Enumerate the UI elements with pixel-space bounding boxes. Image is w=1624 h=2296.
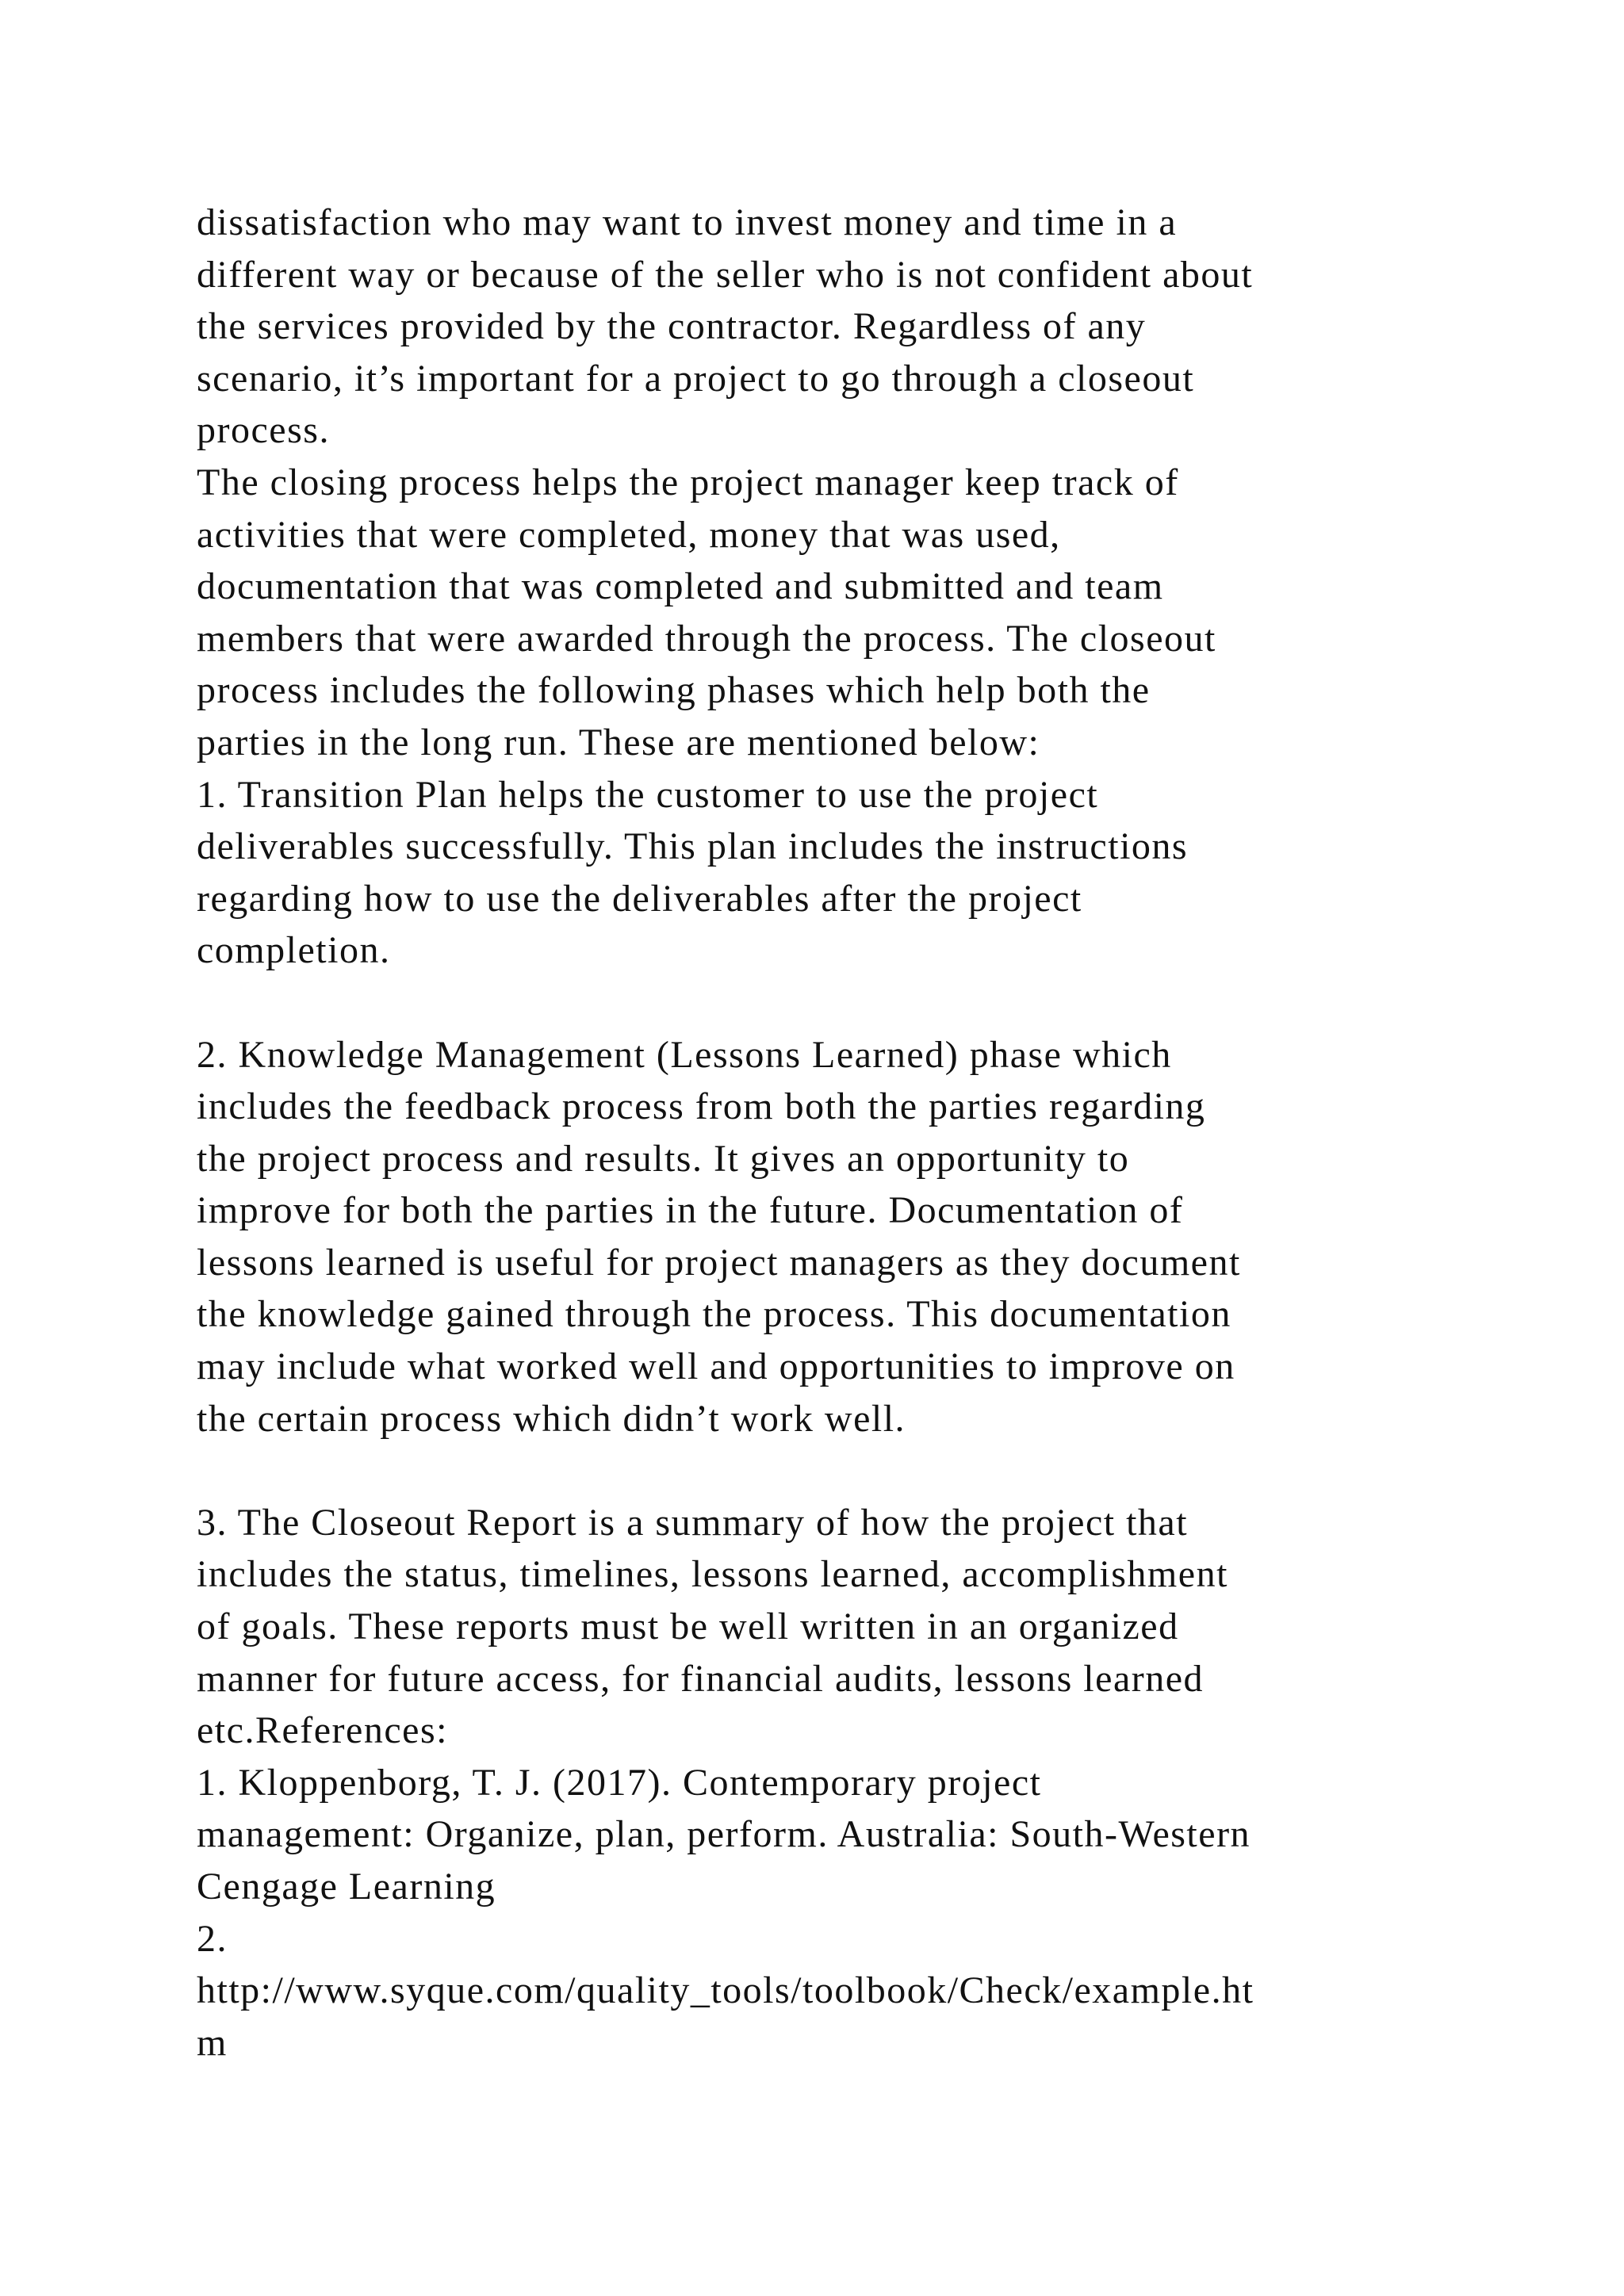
text-line: the certain process which didn’t work well. — [197, 1397, 906, 1440]
reference-url-line: m — [197, 2021, 228, 2064]
text-line: activities that were completed, money that was used, — [197, 513, 1061, 556]
blank-line — [197, 1445, 1465, 1497]
text-line: deliverables successfully. This plan includes the instructions — [197, 825, 1189, 868]
text-line: Cengage Learning — [197, 1866, 496, 1908]
text-line: regarding how to use the deliverables after the project — [197, 877, 1082, 920]
text-line: includes the status, timelines, lessons learned, accomplishment — [197, 1553, 1228, 1596]
reference-item-line: 2. — [197, 1917, 228, 1960]
text-line: dissatisfaction who may want to invest money and time in a — [197, 201, 1178, 243]
blank-line — [197, 977, 1465, 1029]
text-line: members that were awarded through the process. The closeout — [197, 617, 1216, 660]
text-line: scenario, it’s important for a project to go through a closeout — [197, 357, 1195, 400]
document-body — [197, 197, 1465, 2068]
text-line: documentation that was completed and submitted and team — [197, 565, 1164, 608]
list-item-line: 2. Knowledge Management (Lessons Learned) phase which — [197, 1033, 1172, 1076]
text-line: lessons learned is useful for project managers as they document — [197, 1241, 1241, 1284]
text-line: parties in the long run. These are mentioned below: — [197, 721, 1040, 763]
text-line: The closing process helps the project manager keep track of — [197, 461, 1179, 503]
text-line: completion. — [197, 929, 391, 972]
list-item-line: 1. Transition Plan helps the customer to use the project — [197, 773, 1099, 816]
text-line: different way or because of the seller who is not confident about — [197, 253, 1254, 296]
text-line: process includes the following phases which help both the — [197, 669, 1151, 712]
text-line: manner for future access, for financial audits, lessons learned — [197, 1657, 1205, 1700]
references-heading-line: etc.References: — [197, 1709, 448, 1752]
list-item-line: 3. The Closeout Report is a summary of how the project that — [197, 1501, 1189, 1544]
text-line: the project process and results. It gives an opportunity to — [197, 1137, 1130, 1180]
text-line: may include what worked well and opportunities to improve on — [197, 1345, 1235, 1388]
text-line: of goals. These reports must be well written in an organized — [197, 1605, 1179, 1648]
text-line: process. — [197, 409, 330, 452]
text-line: the services provided by the contractor. Regardless of any — [197, 305, 1147, 348]
reference-url-line: http://www.syque.com/quality_tools/toolbook/Check/example.ht — [197, 1969, 1254, 2012]
text-line: the knowledge gained through the process. This documentation — [197, 1293, 1231, 1336]
text-line: includes the feedback process from both the parties regarding — [197, 1085, 1206, 1128]
reference-item-line: 1. Kloppenborg, T. J. (2017). Contemporary project — [197, 1761, 1042, 1804]
text-line: management: Organize, plan, perform. Australia: South-Western — [197, 1813, 1251, 1856]
text-line: improve for both the parties in the future. Documentation of — [197, 1189, 1184, 1232]
